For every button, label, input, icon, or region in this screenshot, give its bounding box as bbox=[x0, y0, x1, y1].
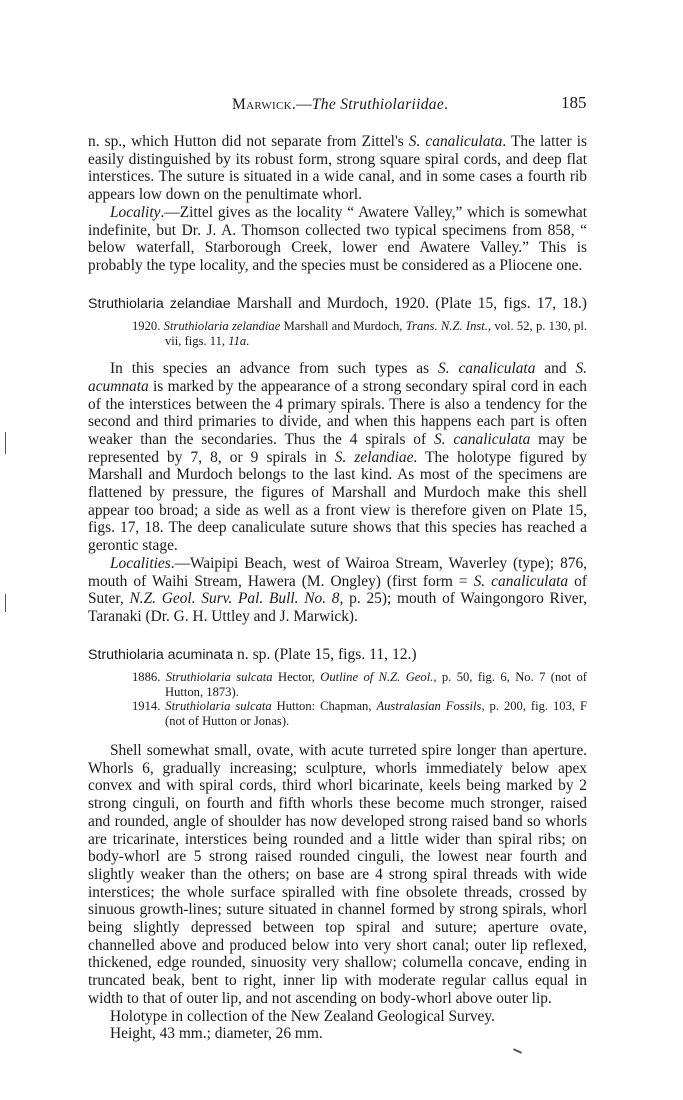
synonymy-entry bbox=[88, 670, 587, 699]
synonymy-year: 1920. bbox=[132, 319, 161, 334]
plate-reference: (Plate 15, figs. 17, 18.) bbox=[435, 294, 587, 312]
text-run: , p. 50, fig. 6, No. 7 (not of Hutton, 1873). bbox=[165, 670, 587, 699]
dimensions-note: Height, 43 mm.; diameter, 26 mm. bbox=[110, 1025, 323, 1043]
synonym-name: Struthiolaria zelandiae bbox=[163, 319, 281, 334]
running-head-dash: .— bbox=[291, 96, 312, 113]
text-run: is marked by the appearance of a strong secondary spiral cord in each of the interstices between the 4 primary spirals. There is also a tendency for the second and third primaries to divide, and when this happens each part is often weaker than the secondaries. Thus the 4 spirals of bbox=[88, 377, 587, 448]
species-name: S. canaliculata bbox=[408, 133, 503, 150]
text-run: Marshall and Murdoch, bbox=[280, 319, 406, 334]
plate-reference: (Plate 15, figs. 11, 12.) bbox=[274, 645, 417, 663]
text-run: .—Waipipi Beach, west of Wairoa Stream, Waverley (type); 876, mouth of Waihi Stream, Hawera (M. Ongley) (first form = bbox=[88, 554, 587, 590]
text-run: In this species an advance from such types as bbox=[110, 360, 439, 378]
text-run: . The holotype figured by Marshall and Murdoch belongs to the last kind. As most of the specimens are flattened by pressure, the figures of Marshall and Murdoch make this shell appear too broad; a side as well as a front view is therefore given on Plate 15, figs. 17, 18. The deep canaliculate suture shows that this species has reached a gerontic stage. bbox=[88, 448, 587, 555]
intro-paragraph bbox=[88, 133, 587, 204]
text-run: Hutton: Chapman, bbox=[271, 699, 377, 714]
running-head bbox=[232, 96, 448, 114]
species-name: S. acumnata bbox=[88, 360, 587, 395]
species-heading-acuminata bbox=[88, 646, 587, 665]
text-run: may be represented by 7, 8, or 9 spirals in bbox=[88, 430, 587, 466]
taxon-authority: Marshall and Murdoch, 1920. bbox=[230, 294, 430, 312]
holotype-note: Holotype in collection of the New Zealand Geological Survey. bbox=[110, 1007, 495, 1025]
text-run: n. sp., which Hutton did not separate from Zittel's bbox=[88, 133, 409, 150]
article-title: The Struthiolariidae bbox=[311, 96, 445, 113]
shell-description: Shell somewhat small, ovate, with acute turreted spire longer than aperture. Whorls 6, gradually increasing; sculpture, whorls immediately below apex convex and with spiral cords, third whorl bicarinate, keels being marked by 2 strong cinguli, on fourth and fifth whorls these become much stronger, raised and rounded, angle of shoulder has now developed strong raised band so whorls are tricarinate, interstices being rounded and a little wider than spiral ribs; on body-whorl are 5 strong raised rounded cinguli, the lowest near fourth and slightly weaker than the others; on base are 4 strong spiral threads with wide interstices; the whole surface spiralled with fine obsolete threads, crossed by sinuous growth-lines; suture situated in channel formed by strong spirals, whorl being slightly depressed between top spiral and suture; aperture ovate, channelled above and produced below into very short canal; outer lip reflexed, thickened, edge rounded, sinuosity very shallow; columella concave, ending in truncated beak, bent to right, inner lip with moderate regular callus equal in width to that of outer lip, and not ascending on body-whorl above outer lip. bbox=[88, 742, 587, 1007]
synonym-name: Struthiolaria sulcata bbox=[165, 670, 273, 685]
localities-paragraph bbox=[88, 555, 587, 626]
author-name: Marwick bbox=[232, 96, 292, 113]
text-run: , vol. 52, p. 130, pl. vii, figs. 11, bbox=[165, 319, 587, 348]
text-run: Hector, bbox=[272, 670, 321, 685]
species-name: S. canaliculata bbox=[433, 430, 531, 448]
running-head-period: . bbox=[444, 96, 449, 113]
species-name: S. zelandiae bbox=[334, 448, 414, 466]
species-name: S. canaliculata bbox=[473, 572, 569, 590]
species-heading-zelandiae bbox=[88, 295, 587, 314]
synonymy-year: 1914. bbox=[132, 699, 161, 714]
journal-title: Outline of N.Z. Geol. bbox=[320, 670, 434, 685]
journal-title: Trans. N.Z. Inst. bbox=[405, 319, 488, 334]
publication-title: N.Z. Geol. Surv. Pal. Bull. No. 8 bbox=[129, 590, 340, 608]
scan-mark bbox=[5, 594, 6, 612]
synonym-name: Struthiolaria sulcata bbox=[165, 699, 272, 714]
taxon-authority: n. sp. bbox=[233, 645, 271, 663]
scan-mark bbox=[5, 432, 6, 454]
description-paragraph bbox=[88, 360, 587, 555]
text-run: , p. 200, fig. 103, F (not of Hutton or Jonas). bbox=[165, 699, 587, 728]
text-run: , p. 25); mouth of Waingongoro River, Taranaki (Dr. G. H. Uttley and J. Marwick). bbox=[88, 590, 587, 625]
taxon-name: Struthiolaria zelandiae bbox=[88, 295, 231, 312]
text-run: . The latter is easily distinguished by its robust form, strong square spiral cords, and deep flat interstices. The suture is situated in a wide canal, and in some cases a fourth rib appears low down on the penultimate whorl. bbox=[88, 133, 587, 204]
species-name: S. canaliculata bbox=[438, 360, 536, 378]
localities-label: Localities bbox=[110, 554, 171, 572]
text-run: of Suter, bbox=[88, 572, 587, 608]
locality-label: Locality bbox=[110, 203, 161, 221]
synonymy-entry bbox=[88, 699, 587, 728]
locality-text: .—Zittel gives as the locality “ Awatere Valley,” which is somewhat indefinite, but Dr. J. A. Thomson collected two typical specimens from 858, “ below waterfall, Starborough Creek, lower end Awatere Valley.” This is probably the type locality, and the species must be considered as a Pliocene one. bbox=[88, 203, 587, 274]
scan-mark bbox=[513, 1048, 522, 1054]
figure-ref: 11a bbox=[228, 333, 247, 348]
taxon-name: Struthiolaria acuminata bbox=[88, 646, 234, 663]
main-text bbox=[88, 133, 587, 1043]
synonymy-entry bbox=[88, 319, 587, 348]
synonymy-year: 1886. bbox=[132, 670, 161, 685]
journal-title: Australasian Fossils bbox=[376, 699, 482, 714]
locality-paragraph bbox=[88, 204, 587, 275]
text-run: and bbox=[535, 360, 576, 378]
text-run: . bbox=[246, 333, 250, 348]
page-number: 185 bbox=[561, 93, 587, 112]
